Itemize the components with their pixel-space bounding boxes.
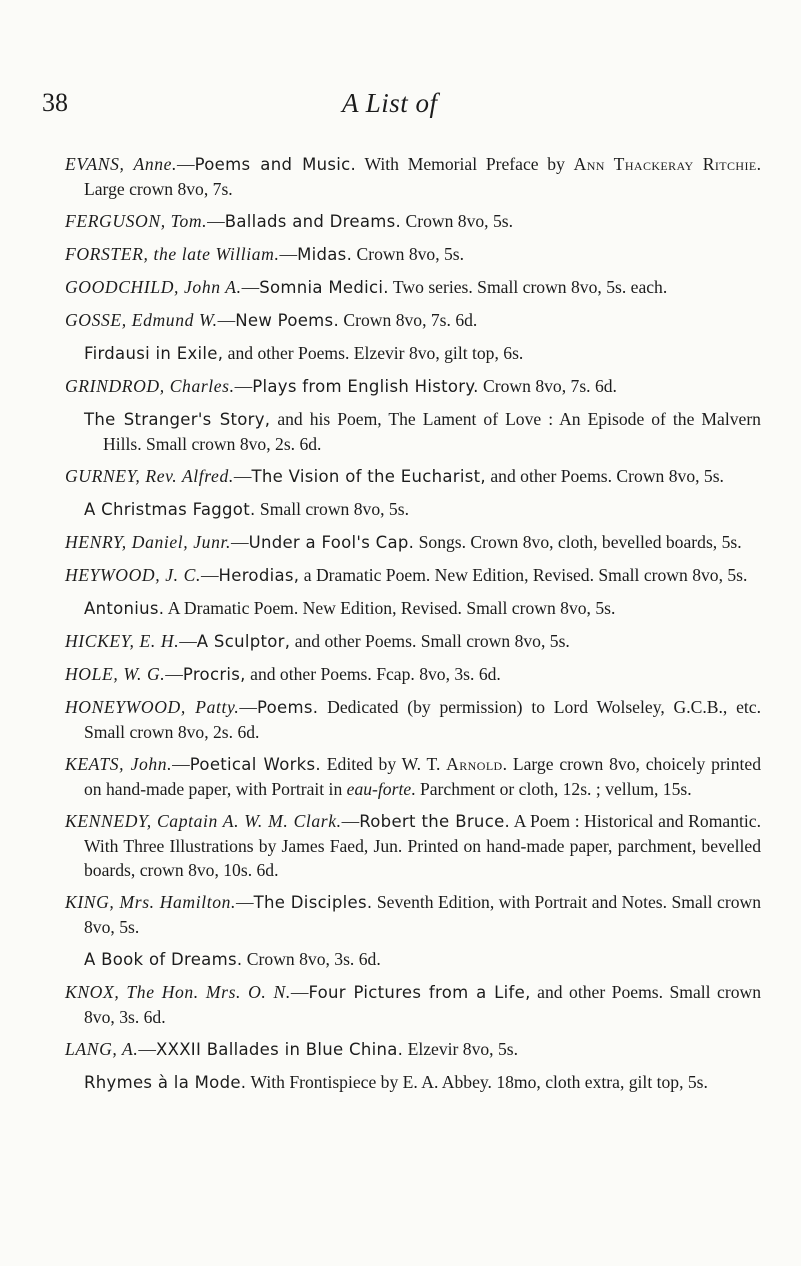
entry-author: HEYWOOD, J. C.: [65, 565, 201, 585]
entry-title: Ballads and Dreams.: [224, 212, 402, 231]
dash-separator: —: [172, 754, 190, 774]
dash-separator: —: [341, 811, 360, 831]
catalogue-entry: [65, 242, 761, 267]
entry-title: XXXII Ballades in Blue China.: [156, 1040, 404, 1059]
dash-separator: —: [230, 532, 249, 552]
dash-separator: —: [217, 310, 236, 330]
subentry-title: A Book of Dreams.: [84, 950, 243, 969]
entry-details: Dedicated (by permission) to Lord Wolseley, G.C.B., etc. Small crown 8vo, 2s. 6d.: [84, 697, 761, 742]
catalogue-entry: [65, 275, 761, 300]
subentry-title: Rhymes à la Mode.: [84, 1073, 247, 1092]
dash-separator: —: [241, 277, 260, 297]
entry-details: . Parchment or cloth, 12s. ; vellum, 15s.: [411, 779, 692, 799]
dash-separator: —: [177, 154, 195, 174]
catalogue-list: [65, 152, 761, 1103]
catalogue-subentry: [65, 497, 761, 522]
entry-details: Crown 8vo, 5s.: [352, 244, 465, 264]
entry-details: . Large crown 8vo, choicely printed on hand-made paper, with Portrait in: [84, 754, 761, 799]
catalogue-entry: [65, 980, 761, 1029]
dash-separator: —: [279, 244, 298, 264]
catalogue-entry: [65, 1037, 761, 1062]
entry-title: A Sculptor,: [196, 632, 291, 651]
dash-separator: —: [233, 466, 252, 486]
subentry-title: Antonius.: [84, 599, 165, 618]
subentry-details: A Dramatic Poem. New Edition, Revised. Small crown 8vo, 5s.: [164, 598, 616, 618]
entry-details-italic: eau-forte: [346, 779, 412, 799]
entry-details: Crown 8vo, 5s.: [401, 211, 514, 231]
catalogue-entry: [65, 563, 761, 588]
subentry-title: A Christmas Faggot.: [84, 500, 256, 519]
entry-title: Poems and Music.: [194, 155, 357, 174]
page-header: [42, 88, 742, 128]
subentry-details: and other Poems. Elzevir 8vo, gilt top, 6s.: [223, 343, 524, 363]
entry-details: Crown 8vo, 7s. 6d.: [339, 310, 478, 330]
entry-author: KEATS, John.: [65, 754, 173, 774]
entry-title: Somnia Medici.: [259, 278, 389, 297]
catalogue-entry: [65, 530, 761, 555]
entry-details: and other Poems. Small crown 8vo, 5s.: [290, 631, 570, 651]
entry-details: Crown 8vo, 7s. 6d.: [478, 376, 617, 396]
entry-title: Under a Fool's Cap.: [248, 533, 415, 552]
entry-details: a Dramatic Poem. New Edition, Revised. Small crown 8vo, 5s.: [299, 565, 748, 585]
subentry-details: With Frontispiece by E. A. Abbey. 18mo, cloth extra, gilt top, 5s.: [246, 1072, 708, 1092]
entry-details-smallcaps: Ann Thackeray Ritchie: [573, 154, 757, 174]
entry-author: GRINDROD, Charles.: [65, 376, 235, 396]
entry-author: FERGUSON, Tom.: [65, 211, 208, 231]
entry-details: With Memorial Preface by: [356, 154, 574, 174]
entry-details: . Large crown 8vo, 7s.: [84, 154, 761, 199]
catalogue-entry: [65, 374, 761, 399]
entry-details: and other Poems. Small crown 8vo, 3s. 6d.: [84, 982, 761, 1027]
catalogue-entry: [65, 629, 761, 654]
entry-details: Edited by W. T.: [320, 754, 447, 774]
entry-details: Songs. Crown 8vo, cloth, bevelled boards, 5s.: [414, 532, 742, 552]
catalogue-entry: [65, 152, 761, 201]
entry-author: KING, Mrs. Hamilton.: [65, 892, 236, 912]
entry-details: Seventh Edition, with Portrait and Notes. Small crown 8vo, 5s.: [84, 892, 761, 937]
dash-separator: —: [239, 697, 257, 717]
entry-title: Procris,: [182, 665, 246, 684]
catalogue-entry: [65, 809, 761, 882]
entry-details: Two series. Small crown 8vo, 5s. each.: [388, 277, 668, 297]
catalogue-entry: [65, 695, 761, 744]
catalogue-entry: [65, 209, 761, 234]
catalogue-subentry: [65, 407, 761, 456]
entry-author: KENNEDY, Captain A. W. M. Clark.: [65, 811, 342, 831]
entry-title: The Disciples.: [253, 893, 373, 912]
entry-title: Midas.: [297, 245, 353, 264]
entry-author: GOODCHILD, John A.: [65, 277, 242, 297]
dash-separator: —: [290, 982, 309, 1002]
subentry-details: and his Poem, The Lament of Love : An Episode of the Malvern Hills. Small crown 8vo, 2s. 6d.: [103, 409, 761, 454]
dash-separator: —: [138, 1039, 156, 1059]
dash-separator: —: [236, 892, 254, 912]
entry-details: Elzevir 8vo, 5s.: [403, 1039, 519, 1059]
entry-title: Poems.: [257, 698, 319, 717]
entry-details: and other Poems. Crown 8vo, 5s.: [485, 466, 724, 486]
dash-separator: —: [207, 211, 225, 231]
catalogue-entry: [65, 662, 761, 687]
running-title: A List of: [342, 88, 438, 118]
entry-title: Poetical Works.: [189, 755, 321, 774]
entry-author: HONEYWOOD, Patty.: [65, 697, 240, 717]
catalogue-entry: [65, 464, 761, 489]
dash-separator: —: [165, 664, 183, 684]
entry-details-smallcaps: Arnold: [446, 754, 503, 774]
entry-title: Four Pictures from a Life,: [308, 983, 531, 1002]
entry-author: HENRY, Daniel, Junr.: [65, 532, 231, 552]
entry-author: HICKEY, E. H.: [65, 631, 180, 651]
subentry-title: The Stranger's Story,: [84, 410, 271, 429]
page-number: 38: [42, 88, 68, 117]
entry-details: and other Poems. Fcap. 8vo, 3s. 6d.: [245, 664, 501, 684]
catalogue-subentry: [65, 596, 761, 621]
catalogue-subentry: [65, 341, 761, 366]
entry-author: HOLE, W. G.: [65, 664, 166, 684]
catalogue-subentry: [65, 1070, 761, 1095]
dash-separator: —: [200, 565, 219, 585]
subentry-title: Firdausi in Exile,: [84, 344, 224, 363]
entry-author: FORSTER, the late William.: [65, 244, 280, 264]
catalogue-entry: [65, 752, 761, 801]
entry-author: EVANS, Anne.: [65, 154, 178, 174]
entry-author: GOSSE, Edmund W.: [65, 310, 218, 330]
entry-author: GURNEY, Rev. Alfred.: [65, 466, 234, 486]
entry-details: A Poem : Historical and Romantic. With Three Illustrations by James Faed, Jun. Printed on hand-made paper, parchment, bevelled boards, crown 8vo, 10s. 6d.: [84, 811, 761, 880]
entry-title: New Poems.: [235, 311, 339, 330]
dash-separator: —: [234, 376, 253, 396]
dash-separator: —: [179, 631, 197, 651]
entry-title: Plays from English History.: [252, 377, 479, 396]
entry-title: Herodias,: [218, 566, 300, 585]
subentry-details: Small crown 8vo, 5s.: [255, 499, 409, 519]
subentry-details: Crown 8vo, 3s. 6d.: [242, 949, 381, 969]
entry-title: Robert the Bruce.: [359, 812, 511, 831]
entry-author: KNOX, The Hon. Mrs. O. N.: [65, 982, 291, 1002]
entry-title: The Vision of the Eucharist,: [251, 467, 486, 486]
catalogue-subentry: [65, 947, 761, 972]
entry-author: LANG, A.: [65, 1039, 139, 1059]
catalogue-entry: [65, 890, 761, 939]
catalogue-entry: [65, 308, 761, 333]
